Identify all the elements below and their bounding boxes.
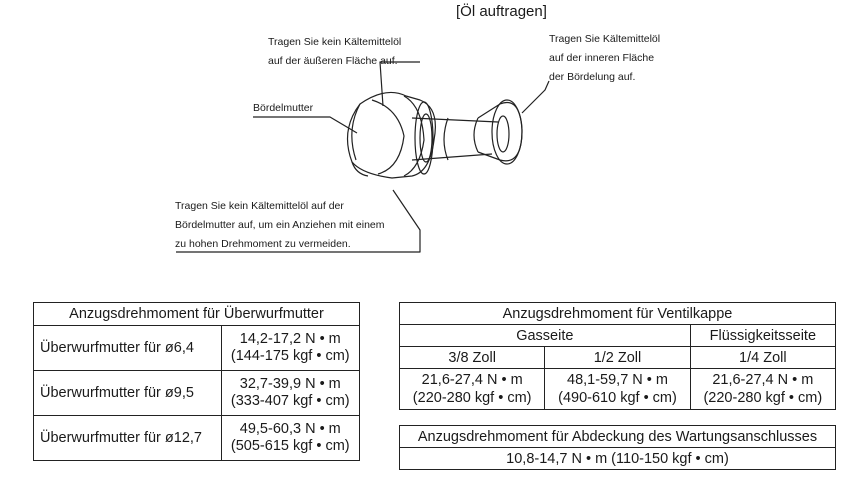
nut-outline xyxy=(348,92,436,178)
value-kgf: (490-610 kgf • cm) xyxy=(558,390,677,406)
leader-nut xyxy=(253,117,357,133)
cap-value-1-2 xyxy=(545,369,690,410)
note-bottom-line-1: Tragen Sie kein Kältemittelöl auf der xyxy=(175,200,344,212)
row-label: Überwurfmutter für ø12,7 xyxy=(34,416,222,461)
note-outer-line-2: auf der äußeren Fläche auf. xyxy=(268,55,398,67)
row-value xyxy=(221,326,359,371)
value-nm: 32,7-39,9 N • m xyxy=(239,376,341,392)
value-nm: 21,6-27,4 N • m xyxy=(421,372,523,388)
table-row xyxy=(34,371,360,416)
value-nm: 49,5-60,3 N • m xyxy=(239,421,341,437)
note-outer-line-1: Tragen Sie kein Kältemittelöl xyxy=(268,36,402,48)
value-kgf: (220-280 kgf • cm) xyxy=(703,390,823,406)
value-kgf: (333-407 kgf • cm) xyxy=(230,393,350,409)
value-kgf: (144-175 kgf • cm) xyxy=(230,348,350,364)
service-value: 10,8-14,7 N • m (110-150 kgf • cm) xyxy=(400,448,836,470)
leader-outer xyxy=(176,190,420,252)
value-nm: 21,6-27,4 N • m xyxy=(712,372,814,388)
pipe xyxy=(412,118,498,122)
row-label: Überwurfmutter für ø6,4 xyxy=(34,326,222,371)
cap-value-3-8 xyxy=(400,369,545,410)
table-flare-nut-torque xyxy=(33,302,360,461)
value-kgf: (505-615 kgf • cm) xyxy=(230,438,350,454)
note-bottom-line-3: zu hohen Drehmoment zu vermeiden. xyxy=(175,238,351,250)
leader-bottom xyxy=(380,62,420,106)
value-kgf: (220-280 kgf • cm) xyxy=(412,390,532,406)
row-value xyxy=(221,416,359,461)
size-1-4: 1/4 Zoll xyxy=(690,347,835,369)
diagram-title: [Öl auftragen] xyxy=(456,3,547,20)
table-cap-header: Anzugsdrehmoment für Ventilkappe xyxy=(400,303,836,325)
liquid-side-header: Flüssigkeitsseite xyxy=(690,325,835,347)
size-3-8: 3/8 Zoll xyxy=(400,347,545,369)
gas-side-header: Gasseite xyxy=(400,325,691,347)
table-service-port-torque xyxy=(399,425,836,470)
note-bottom-line-2: Bördelmutter auf, um ein Anziehen mit einem xyxy=(175,219,385,231)
table-nut-header: Anzugsdrehmoment für Überwurfmutter xyxy=(34,303,360,326)
size-1-2: 1/2 Zoll xyxy=(545,347,690,369)
note-inner-line-2: auf der inneren Fläche xyxy=(549,52,655,64)
row-label: Überwurfmutter für ø9,5 xyxy=(34,371,222,416)
label-flare-nut: Bördelmutter xyxy=(253,102,314,114)
note-inner-line-1: Tragen Sie Kältemittelöl xyxy=(549,33,661,45)
note-inner-line-3: der Bördelung auf. xyxy=(549,71,636,83)
leader-inner xyxy=(522,81,549,113)
value-nm: 14,2-17,2 N • m xyxy=(239,331,341,347)
flare xyxy=(478,102,522,160)
row-value xyxy=(221,371,359,416)
value-nm: 48,1-59,7 N • m xyxy=(567,372,668,388)
table-valve-cap-torque xyxy=(399,302,836,410)
table-row xyxy=(34,326,360,371)
cap-value-1-4 xyxy=(690,369,835,410)
table-service-header: Anzugsdrehmoment für Abdeckung des Wartungsanschlusses xyxy=(400,426,836,448)
table-row xyxy=(34,416,360,461)
